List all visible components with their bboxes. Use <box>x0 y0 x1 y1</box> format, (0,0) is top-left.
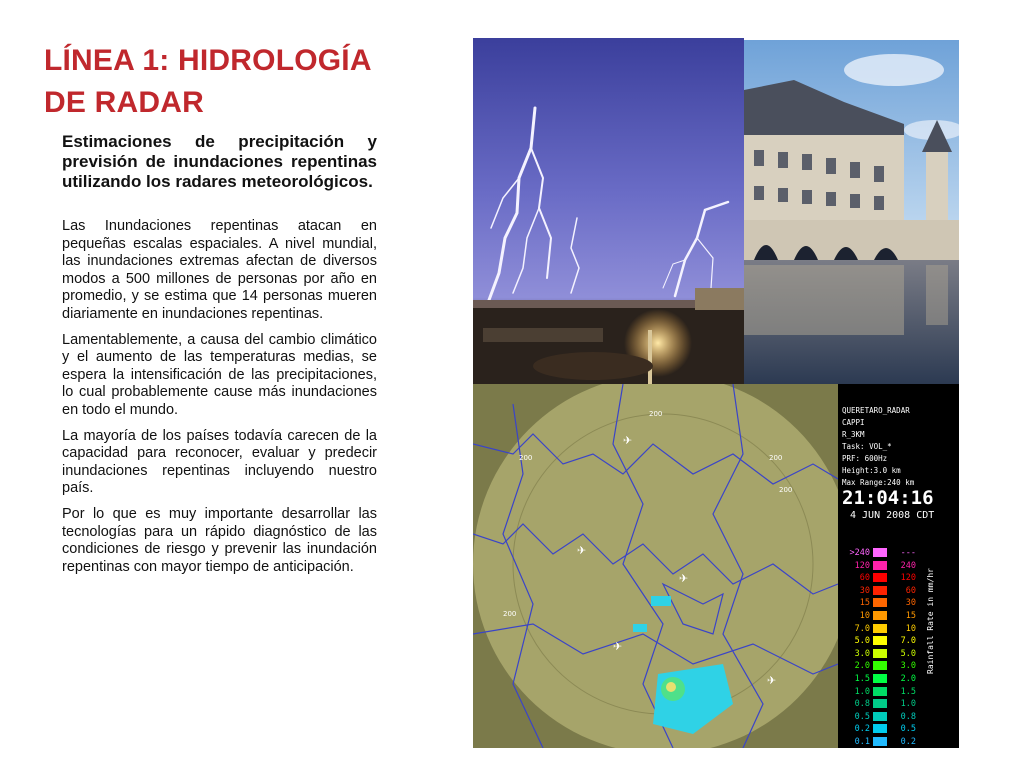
legend-swatch <box>873 586 887 595</box>
legend-low-value: 2.0 <box>854 661 870 672</box>
legend-high-value: 60 <box>905 585 916 596</box>
legend-swatch <box>873 561 887 570</box>
legend-row <box>844 699 916 709</box>
legend-title: Rainfall Rate in mm/hr <box>926 568 935 674</box>
legend-row <box>844 598 916 608</box>
legend-high-value: 3.0 <box>900 661 916 672</box>
lightning-photo <box>473 38 744 384</box>
range-label-3: 200 <box>519 454 533 462</box>
legend-swatch <box>873 611 887 620</box>
lead-paragraph: Estimaciones de precipitación y previsión de inundaciones repentinas utilizando los radares meteorológicos. <box>62 132 377 191</box>
legend-low-value: 0.1 <box>854 737 870 747</box>
airport-icon: ✈ <box>767 674 777 687</box>
legend-row <box>844 687 916 697</box>
legend-low-value: 60 <box>859 573 870 584</box>
legend-high-value: 10 <box>905 623 916 634</box>
task-text: Task: VOL_* <box>842 442 892 451</box>
paragraph-2: Lamentablemente, a causa del cambio climático y el aumento de las temperaturas medias, se espera la intensificación de las precipitaciones, lo cual probablemente cause más inundaciones en todo el mundo. <box>62 331 377 418</box>
legend-high-value: 0.2 <box>900 737 916 747</box>
legend-row <box>844 724 916 734</box>
body-text <box>62 132 377 584</box>
legend-swatch <box>873 548 887 557</box>
range-label-1: 200 <box>649 410 663 418</box>
legend-low-value: 15 <box>859 598 870 609</box>
legend-swatch <box>873 661 887 670</box>
chateau-photo <box>744 40 959 384</box>
legend-low-value: 120 <box>854 560 870 571</box>
title-line-2: DE RADAR <box>44 86 204 119</box>
paragraph-3: La mayoría de los países todavía carecen de la capacidad para reconocer, evaluar y predecir inundaciones repentinas incluyendo nuestro país. <box>62 427 377 497</box>
legend-swatch <box>873 737 887 746</box>
legend-swatch <box>873 724 887 733</box>
legend-high-value: 2.0 <box>900 674 916 684</box>
legend-swatch <box>873 712 887 721</box>
legend-low-value: 0.2 <box>854 724 870 735</box>
legend-low-value: 10 <box>859 611 870 621</box>
legend-swatch <box>873 687 887 696</box>
legend-high-value: 30 <box>905 598 916 609</box>
product-name: CAPPI <box>842 418 865 427</box>
legend-row <box>844 649 916 659</box>
legend-swatch <box>873 699 887 708</box>
prf-text: PRF: 600Hz <box>842 454 888 463</box>
legend-low-value: 5.0 <box>854 636 870 647</box>
radar-map <box>473 384 838 748</box>
legend-high-value: 7.0 <box>900 636 916 647</box>
legend-swatch <box>873 624 887 633</box>
station-name: QUERETARO_RADAR <box>842 406 910 415</box>
legend-row <box>844 661 916 671</box>
rainfall-legend <box>838 524 959 748</box>
legend-low-value: 7.0 <box>854 623 870 634</box>
airport-icon: ✈ <box>577 544 587 557</box>
range-label-4: 200 <box>779 486 793 494</box>
radar-info-panel <box>838 384 959 524</box>
airport-icon: ✈ <box>679 572 689 585</box>
legend-swatch <box>873 674 887 683</box>
legend-row <box>844 712 916 722</box>
legend-low-value: 1.5 <box>854 674 870 684</box>
legend-high-value: 1.5 <box>900 686 916 697</box>
legend-high-value: 15 <box>905 611 916 621</box>
legend-high-value: 120 <box>900 573 916 584</box>
legend-row <box>844 636 916 646</box>
max-range-text: Max Range:240 km <box>842 478 915 487</box>
legend-high-value: --- <box>900 548 916 558</box>
title-line-1: LÍNEA 1: HIDROLOGÍA <box>44 44 372 77</box>
legend-row <box>844 573 916 583</box>
radar-time: 21:04:16 <box>842 487 934 509</box>
legend-low-value: 30 <box>859 585 870 596</box>
legend-row <box>844 586 916 596</box>
legend-high-value: 1.0 <box>900 699 916 710</box>
legend-row <box>844 611 916 621</box>
legend-high-value: 0.5 <box>900 724 916 735</box>
height-text: Height:3.0 km <box>842 466 901 475</box>
legend-low-value: >240 <box>849 548 870 558</box>
paragraph-1: Las Inundaciones repentinas atacan en pequeñas escalas espaciales. A nivel mundial, las inundaciones extremas afectan de diversos modos a 500 millones de personas por año en promedio, y se estima que 14 personas mueren diariamente en inundaciones repentinas. <box>62 218 377 322</box>
range-label-2: 200 <box>769 454 783 462</box>
legend-low-value: 0.8 <box>854 699 870 710</box>
legend-swatch <box>873 598 887 607</box>
legend-swatch <box>873 649 887 658</box>
legend-row <box>844 674 916 684</box>
legend-high-value: 240 <box>900 560 916 571</box>
legend-high-value: 5.0 <box>900 648 916 659</box>
legend-swatch <box>873 573 887 582</box>
legend-row <box>844 624 916 634</box>
range-label-5: 200 <box>503 610 517 618</box>
legend-low-value: 1.0 <box>854 686 870 697</box>
paragraph-4: Por lo que es muy importante desarrollar las tecnologías para un rápido diagnóstico de las condiciones de riesgo y prevenir las inundación repentinas con mayor tiempo de anticipación. <box>62 505 377 575</box>
legend-row <box>844 561 916 571</box>
radar-date: 4 JUN 2008 CDT <box>850 510 935 521</box>
legend-row <box>844 737 916 747</box>
legend-low-value: 0.5 <box>854 711 870 722</box>
airport-icon: ✈ <box>623 434 633 447</box>
legend-high-value: 0.8 <box>900 711 916 722</box>
legend-low-value: 3.0 <box>854 648 870 659</box>
slide-title <box>44 40 404 124</box>
legend-row <box>844 548 916 558</box>
level-name: R_3KM <box>842 430 865 439</box>
airport-icon: ✈ <box>613 640 623 653</box>
legend-swatch <box>873 636 887 645</box>
